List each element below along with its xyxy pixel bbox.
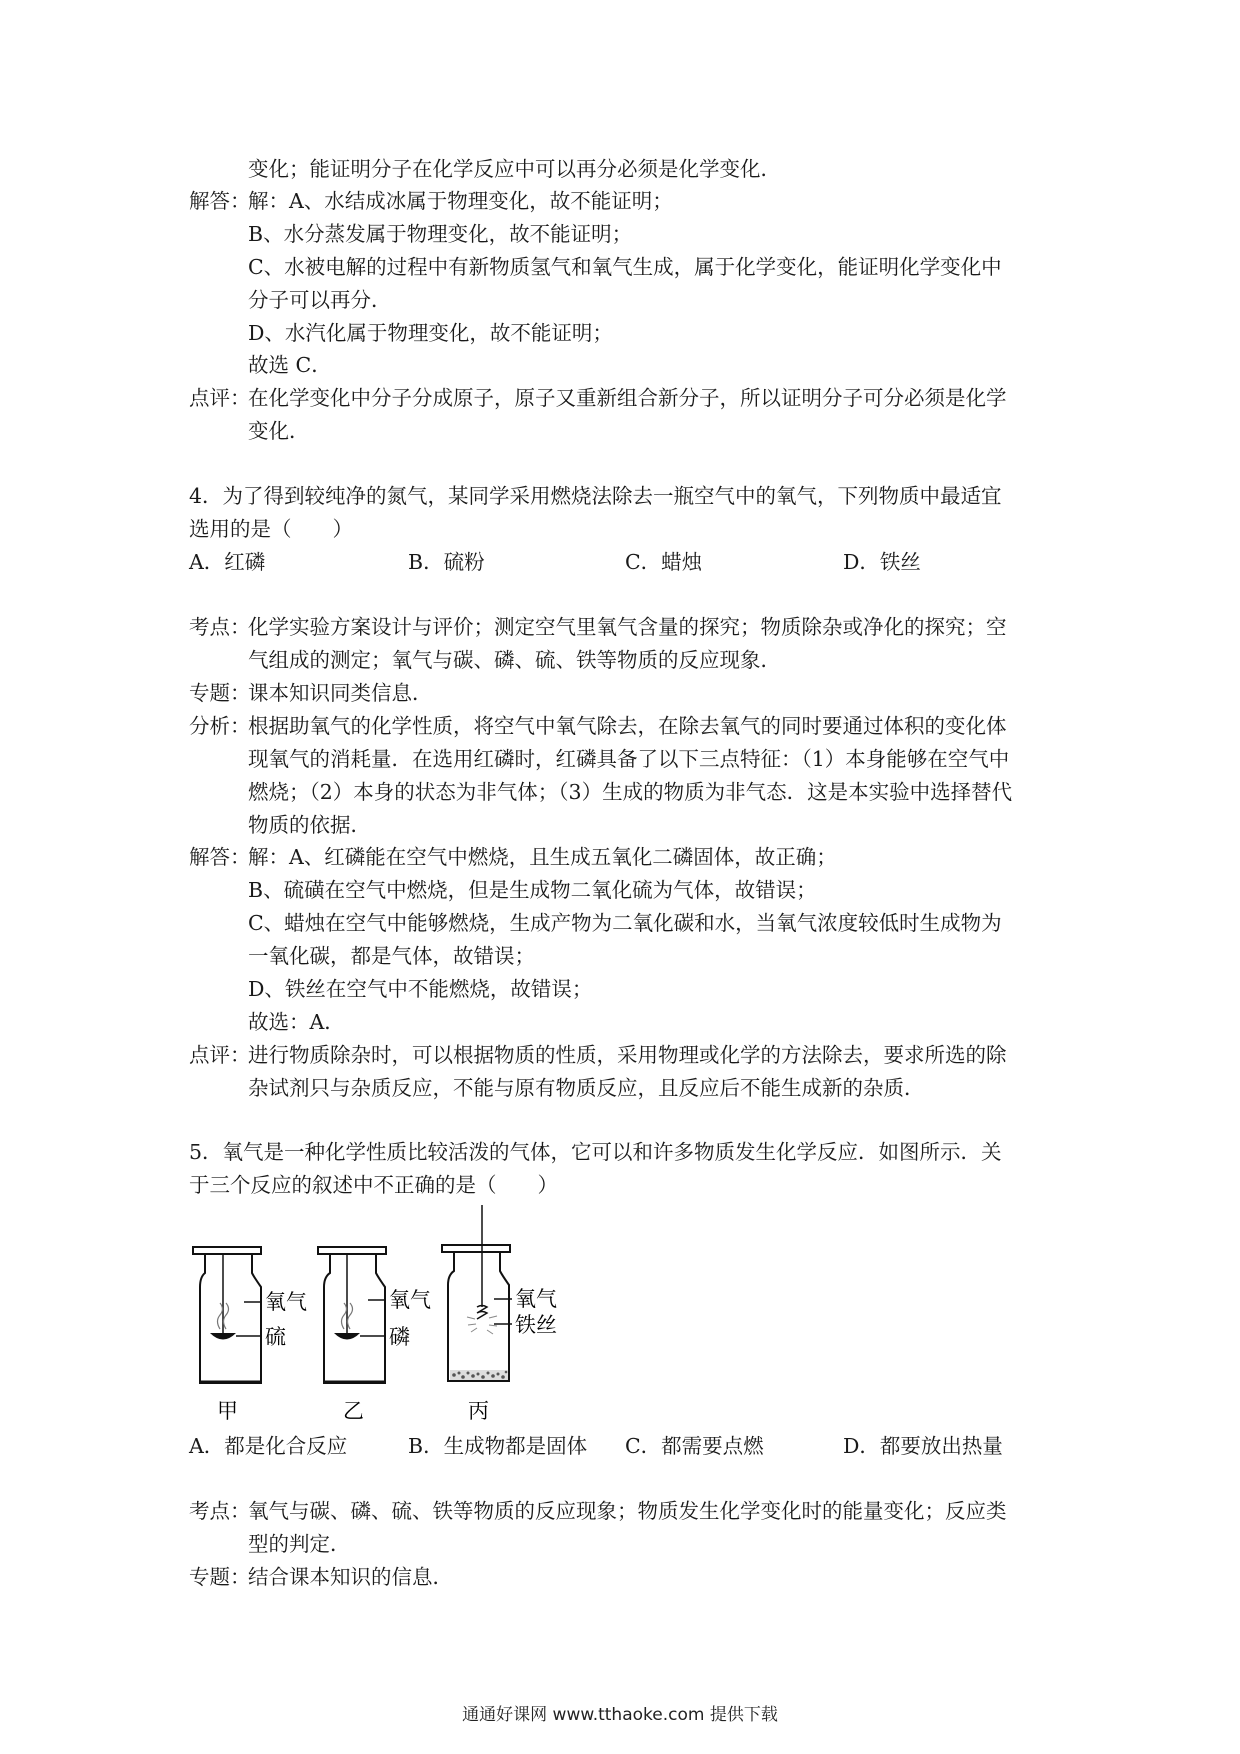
text-line: 变化． [248, 419, 310, 443]
text-line: 进行物质除杂时，可以根据物质的性质，采用物理或化学的方法除去，要求所选的除 [248, 1043, 1007, 1067]
text-line: 化学实验方案设计与评价；测定空气里氧气含量的探究；物质除杂或净化的探究；空 [248, 615, 1007, 639]
text-line: B、硫磺在空气中燃烧，但是生成物二氧化硫为气体，故错误； [248, 878, 817, 902]
question-5-option-c: C．都需要点燃 [625, 1434, 764, 1458]
text-line: 解：A、水结成冰属于物理变化，故不能证明； [248, 189, 673, 213]
question-4-option-a: A．红磷 [189, 550, 266, 574]
comment-label: 点评： [189, 386, 251, 410]
fenxi-label: 分析： [189, 714, 251, 738]
text-line: 在化学变化中分子分成原子，原子又重新组合新分子，所以证明分子可分必须是化学 [248, 386, 1007, 410]
text-line: 课本知识同类信息． [248, 681, 433, 705]
text-line: 根据助氧气的化学性质，将空气中氧气除去，在除去氧气的同时要通过体积的变化体 [248, 714, 1007, 738]
text-line: 故选 C． [248, 353, 332, 377]
text-line: 解：A、红磷能在空气中燃烧，且生成五氧化二磷固体，故正确； [248, 845, 837, 869]
iron-wire-coil [477, 1306, 487, 1320]
text-line: 变化；能证明分子在化学反应中可以再分必须是化学变化． [248, 157, 781, 181]
question-4-stem: 4．为了得到较纯净的氮气，某同学采用燃烧法除去一瓶空气中的氧气，下列物质中最适宜 [189, 484, 1002, 508]
sparks [467, 1316, 497, 1334]
jar2-name-label: 乙 [343, 1399, 364, 1423]
text-line: C、水被电解的过程中有新物质氢气和氧气生成，属于化学变化，能证明化学变化中 [248, 255, 1002, 279]
text-line: 氧气与碳、磷、硫、铁等物质的反应现象；物质发生化学变化时的能量变化；反应类 [248, 1499, 1007, 1523]
answer-label: 解答： [189, 845, 251, 869]
combustion-spoon [210, 1333, 236, 1340]
zhuanti-label: 专题： [189, 1565, 251, 1589]
question-4-option-b: B．硫粉 [408, 550, 485, 574]
text-line: C、蜡烛在空气中能够燃烧，生成产物为二氧化碳和水，当氧气浓度较低时生成物为 [248, 911, 1002, 935]
jar-outline [448, 1252, 509, 1381]
question-4-stem: 选用的是（ ） [189, 517, 353, 541]
question-5-stem: 5．氧气是一种化学性质比较活泼的气体，它可以和许多物质发生化学反应．如图所示．关 [189, 1140, 1002, 1164]
comment-label: 点评： [189, 1043, 251, 1067]
jar2-gas-label: 氧气 [389, 1288, 431, 1312]
jar-sulfur [193, 1247, 307, 1423]
flame-lines [342, 1303, 347, 1329]
text-line: 现氧气的消耗量．在选用红磷时，红磷具备了以下三点特征：（1）本身能够在空气中 [248, 747, 1010, 771]
text-line: 结合课本知识的信息． [248, 1565, 453, 1589]
text-line: 分子可以再分． [248, 288, 392, 312]
text-line: 故选：A． [248, 1010, 345, 1034]
kaodian-label: 考点： [189, 615, 251, 639]
jar-outline [324, 1254, 385, 1383]
question-5-stem: 于三个反应的叙述中不正确的是（ ） [189, 1173, 558, 1197]
flame-lines [218, 1303, 223, 1329]
jar1-substance-label: 硫 [265, 1325, 286, 1349]
glass-plate [318, 1247, 386, 1254]
text-line: D、水汽化属于物理变化，故不能证明； [248, 321, 613, 345]
kaodian-label: 考点： [189, 1499, 251, 1523]
question-5-option-d: D．都要放出热量 [843, 1434, 1003, 1458]
jar2-substance-label: 磷 [389, 1325, 410, 1349]
jar3-name-label: 丙 [468, 1399, 489, 1423]
sand-layer [450, 1370, 508, 1380]
glass-plate [193, 1247, 261, 1254]
text-line: 燃烧；（2）本身的状态为非气体；（3）生成的物质为非气态．这是本实验中选择替代 [248, 780, 1013, 804]
zhuanti-label: 专题： [189, 681, 251, 705]
jar-outline [200, 1254, 261, 1383]
question-4-option-c: C．蜡烛 [625, 550, 703, 574]
text-line: 杂试剂只与杂质反应，不能与原有物质反应，且反应后不能生成新的杂质． [248, 1076, 925, 1100]
text-line: D、铁丝在空气中不能燃烧，故错误； [248, 977, 593, 1001]
glass-plate [442, 1245, 510, 1252]
text-line: 物质的依据． [248, 813, 371, 837]
jar-iron-wire [442, 1205, 557, 1423]
question-5-option-a: A．都是化合反应 [189, 1434, 348, 1458]
page-footer: 通通好课网 www.tthaoke.com 提供下载 [462, 1705, 778, 1725]
answer-label: 解答： [189, 189, 251, 213]
jar1-gas-label: 氧气 [265, 1290, 307, 1314]
jar3-gas-label: 氧气 [515, 1287, 557, 1311]
combustion-spoon [334, 1333, 360, 1340]
text-line: B、水分蒸发属于物理变化，故不能证明； [248, 222, 633, 246]
question-5-option-b: B．生成物都是固体 [408, 1434, 588, 1458]
question-4-option-d: D．铁丝 [843, 550, 921, 574]
text-line: 型的判定． [248, 1532, 351, 1556]
text-line: 气组成的测定；氧气与碳、磷、硫、铁等物质的反应现象． [248, 648, 781, 672]
jar3-substance-label: 铁丝 [515, 1313, 557, 1337]
gas-jars-figure [180, 1205, 640, 1435]
jar-phosphorus [318, 1247, 431, 1423]
text-line: 一氧化碳，都是气体，故错误； [248, 944, 535, 968]
jar1-name-label: 甲 [217, 1399, 238, 1423]
